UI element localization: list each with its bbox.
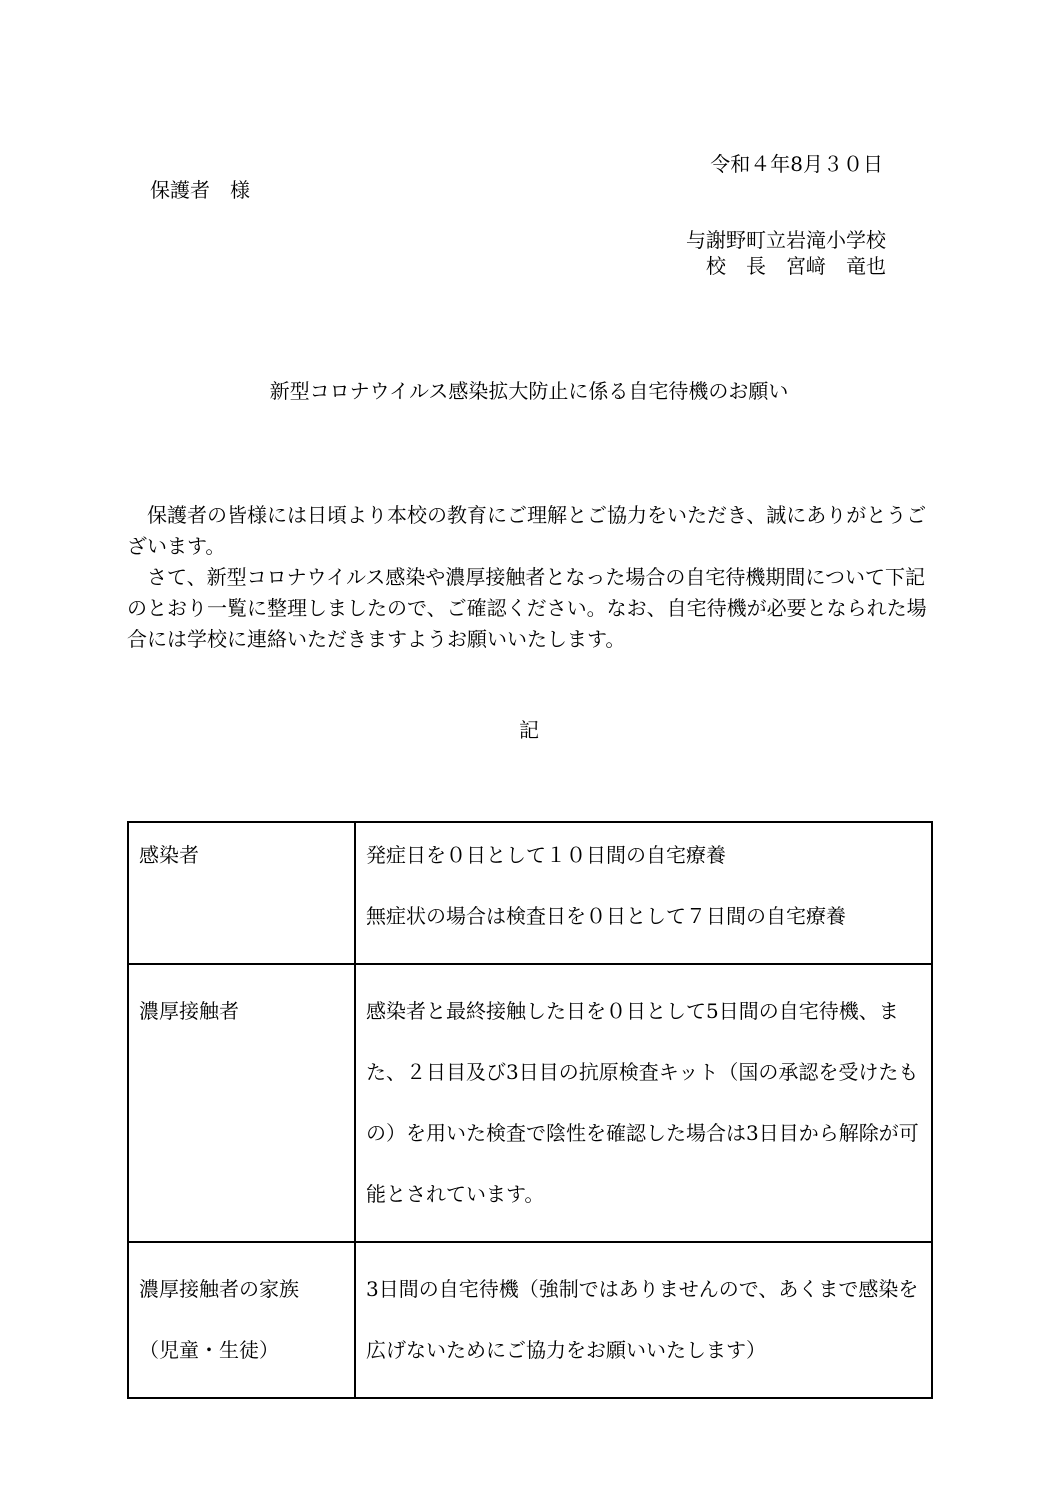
detail-text: 発症日を０日として１０日間の自宅療養 — [366, 843, 726, 867]
detail-cell — [355, 964, 932, 1242]
document-title: 新型コロナウイルス感染拡大防止に係る自宅待機のお願い — [269, 379, 789, 403]
detail-cell — [355, 1242, 932, 1398]
category-cell — [128, 822, 355, 964]
category-label: 濃厚接触者の家族 — [139, 1277, 299, 1301]
recipient: 保護者 様 — [150, 178, 250, 202]
category-label: 濃厚接触者 — [139, 999, 239, 1023]
category-cell — [128, 964, 355, 1242]
body-text — [127, 500, 937, 655]
principal-name: 校 長 宮﨑 竜也 — [706, 254, 886, 278]
isolation-table — [127, 821, 933, 1399]
detail-text: 無症状の場合は検査日を０日として７日間の自宅療養 — [366, 904, 846, 928]
category-cell — [128, 1242, 355, 1398]
document-date: 令和４年8月３０日 — [710, 152, 883, 176]
detail-text: 感染者と最終接触した日を０日として5日間の自宅待機、また、２日目及び3日目の抗原検査キット（国の承認を受けたもの）を用いた検査で陰性を確認した場合は3日目から解除が可能とされています。 — [366, 999, 919, 1206]
table-row — [128, 822, 932, 964]
category-label: 感染者 — [139, 843, 199, 867]
table-row — [128, 1242, 932, 1398]
body-paragraph-1: 保護者の皆様には日頃より本校の教育にご理解とご協力をいただき、誠にありがとうございます。 — [127, 503, 927, 558]
body-paragraph-2: さて、新型コロナウイルス感染や濃厚接触者となった場合の自宅待機期間について下記のとおり一覧に整理しましたので、ご確認ください。なお、自宅待機が必要となられた場合には学校に連絡いただきますようお願いいたします。 — [127, 565, 927, 651]
detail-cell — [355, 822, 932, 964]
table-row — [128, 964, 932, 1242]
category-sublabel: （児童・生徒） — [139, 1338, 279, 1362]
detail-text: 3日間の自宅待機（強制ではありませんので、あくまで感染を広げないためにご協力をお願いいたします） — [366, 1277, 919, 1362]
school-name: 与謝野町立岩滝小学校 — [686, 228, 886, 252]
ki-heading: 記 — [519, 718, 539, 742]
